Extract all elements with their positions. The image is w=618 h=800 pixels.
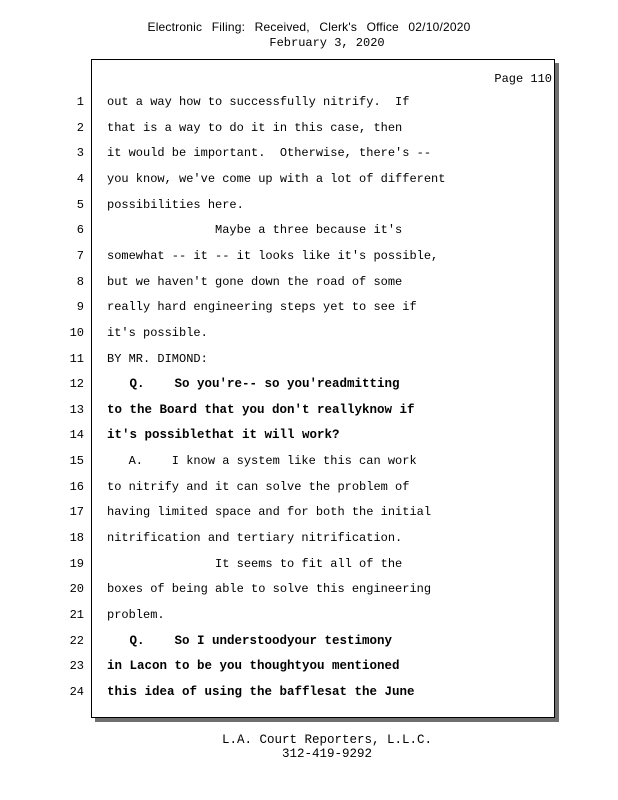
transcript-line: having limited space and for both the initial	[107, 505, 432, 519]
line-number: 3	[76, 146, 84, 160]
transcript-line: in Lacon to be you thoughtyou mentioned	[107, 659, 400, 673]
line-number: 16	[69, 480, 84, 494]
line-number: 23	[69, 659, 84, 673]
line-number: 7	[76, 249, 84, 263]
deposition-date: February 3, 2020	[269, 36, 385, 50]
line-number: 15	[69, 454, 84, 468]
line-number: 11	[69, 352, 84, 366]
line-number: 22	[69, 634, 84, 648]
court-reporter-company: L.A. Court Reporters, L.L.C.	[221, 733, 433, 747]
transcript-line: out a way how to successfully nitrify. If	[107, 95, 410, 109]
transcript-line: that is a way to do it in this case, then	[107, 121, 403, 135]
transcript-line: really hard engineering steps yet to see if	[107, 300, 417, 314]
transcript-line: It seems to fit all of the	[107, 557, 403, 571]
transcript-line: it's possible.	[107, 326, 208, 340]
transcript-line: but we haven't gone down the road of some	[107, 275, 403, 289]
line-number: 10	[69, 326, 84, 340]
transcript-line: boxes of being able to solve this engineering	[107, 582, 432, 596]
line-number: 9	[76, 300, 84, 314]
transcript-line: problem.	[107, 608, 165, 622]
line-number: 4	[76, 172, 84, 186]
line-number: 18	[69, 531, 84, 545]
transcript-line: this idea of using the bafflesat the June	[107, 685, 415, 699]
transcript-line: A. I know a system like this can work	[107, 454, 417, 468]
transcript-line: you know, we've come up with a lot of different	[107, 172, 446, 186]
transcript-line: to nitrify and it can solve the problem of	[107, 480, 410, 494]
transcript-line: it's possiblethat it will work?	[107, 428, 340, 442]
transcript-line: nitrification and tertiary nitrification.	[107, 531, 403, 545]
line-number: 19	[69, 557, 84, 571]
transcript-line: BY MR. DIMOND:	[107, 352, 208, 366]
transcript-line: Q. So I understoodyour testimony	[107, 634, 393, 648]
line-number: 14	[69, 428, 84, 442]
page-number: Page 110	[494, 72, 552, 86]
electronic-filing-stamp: Electronic Filing: Received, Clerk's Office 02/10/2020	[147, 20, 471, 34]
transcript-line: it would be important. Otherwise, there's --	[107, 146, 432, 160]
line-number: 2	[76, 121, 84, 135]
transcript-line: possibilities here.	[107, 198, 244, 212]
transcript-line: Q. So you're-- so you'readmitting	[107, 377, 400, 391]
line-number: 5	[76, 198, 84, 212]
line-number: 12	[69, 377, 84, 391]
line-number: 1	[76, 95, 84, 109]
line-number: 17	[69, 505, 84, 519]
transcript-line: Maybe a three because it's	[107, 223, 403, 237]
line-number: 20	[69, 582, 84, 596]
line-number: 13	[69, 403, 84, 417]
transcript-line: to the Board that you don't reallyknow if	[107, 403, 415, 417]
line-number: 24	[69, 685, 84, 699]
transcript-line: somewhat -- it -- it looks like it's possible,	[107, 249, 439, 263]
line-number: 8	[76, 275, 84, 289]
line-number: 21	[69, 608, 84, 622]
court-reporter-phone: 312-419-9292	[281, 747, 372, 761]
line-number: 6	[76, 223, 84, 237]
